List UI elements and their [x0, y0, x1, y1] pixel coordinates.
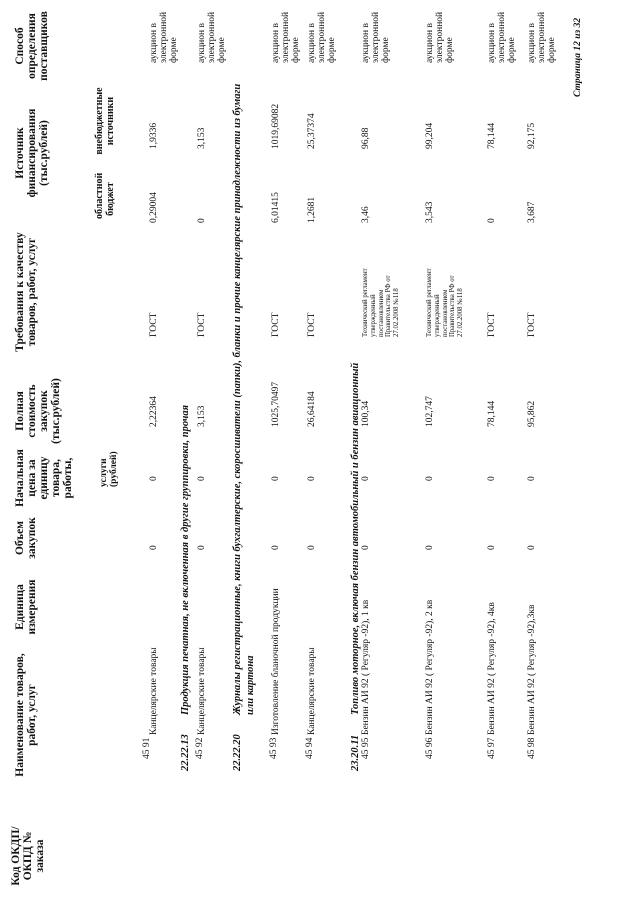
row-total: 78,144 [487, 400, 497, 427]
row-requirement: ГОСТ [271, 312, 281, 337]
row-funding-extra: 3,153 [197, 127, 207, 149]
row-total: 95,862 [527, 400, 537, 427]
page-number: Страница 12 из 32 [573, 17, 583, 97]
section-code: 22.22.20 [232, 734, 243, 771]
row-total: 26,64184 [307, 391, 317, 427]
row-name: Бензин АИ 92 ( Регуляр -92), 4кв [487, 602, 497, 735]
row-requirement: ГОСТ [197, 312, 207, 337]
row-total: 2,22364 [149, 396, 159, 427]
row-funding-extra: 92,175 [527, 122, 537, 149]
row-price: 0 [425, 476, 435, 481]
row-method: аукцион в электронной форме [271, 11, 301, 63]
row-method: аукцион в электронной форме [527, 11, 557, 63]
row-funding-regional: 1,2681 [307, 196, 317, 223]
row-requirement: ГОСТ [487, 312, 497, 337]
row-funding-regional: 6,01415 [271, 192, 281, 223]
row-funding-regional: 0,29004 [149, 192, 159, 223]
header-price-sub: услуги (рублей) [99, 451, 119, 487]
row-name: Изготовление бланочной продукции [271, 588, 281, 735]
row-name: Бензин АИ 92 ( Регуляр -92), 2 кв [425, 599, 435, 735]
row-funding-regional: 3,543 [425, 201, 435, 223]
row-volume: 0 [361, 545, 371, 550]
row-code: 45 95 [361, 737, 371, 759]
header-method: Способ определения поставщиков [14, 11, 51, 81]
header-price: Начальная цена за единицу товара, работы, [14, 449, 75, 507]
header-total: Полная стоимость закупок (тыс.рублей) [14, 378, 63, 444]
row-price: 0 [307, 476, 317, 481]
header-funding: Источник финансирования (тыс.рублей) [14, 108, 51, 198]
row-code: 45 93 [269, 737, 279, 759]
row-funding-extra: 1019,69082 [271, 103, 281, 149]
row-method: аукцион в электронной форме [197, 11, 227, 63]
row-method: аукцион в электронной форме [149, 11, 179, 63]
row-name: Канцелярские товары [307, 647, 317, 735]
header-funding-extra: внебюджетные источники [94, 87, 116, 155]
row-code: 45 94 [305, 737, 315, 759]
row-total: 1025,70497 [271, 381, 281, 427]
section-title: Топливо моторное, включая бензин автомобильный и бензин авиационный [350, 362, 361, 715]
row-price: 0 [197, 476, 207, 481]
row-volume: 0 [149, 545, 159, 550]
section-code: 23.20.11 [350, 734, 361, 771]
row-code: 45 97 [487, 737, 497, 759]
row-funding-extra: 78,144 [487, 122, 497, 149]
section-code: 22.22.13 [180, 734, 191, 771]
row-name: Бензин АИ 92 ( Регуляр -92),3кв [527, 604, 537, 735]
row-code: 45 92 [195, 737, 205, 759]
row-code: 45 96 [425, 737, 435, 759]
row-funding-extra: 1,9336 [149, 122, 159, 149]
row-volume: 0 [197, 545, 207, 550]
header-code: Код ОКДП/ ОКПД № заказа [10, 826, 47, 886]
row-price: 0 [487, 476, 497, 481]
row-volume: 0 [307, 545, 317, 550]
row-code: 45 98 [527, 737, 537, 759]
header-volume: Объем закупок [14, 517, 39, 559]
row-funding-extra: 99,204 [425, 122, 435, 149]
row-method: аукцион в электронной форме [487, 11, 517, 63]
row-price: 0 [149, 476, 159, 481]
row-funding-regional: 3,46 [361, 206, 371, 223]
header-requirements: Требования к качеству товаров, работ, услуг [14, 232, 39, 352]
row-method: аукцион в электронной форме [361, 11, 391, 63]
row-volume: 0 [271, 545, 281, 550]
row-price: 0 [361, 476, 371, 481]
row-name: Бензин АИ 92 ( Регуляр -92), 1 кв [361, 599, 371, 735]
row-method: аукцион в электронной форме [307, 11, 337, 63]
header-funding-regional: областной бюджет [94, 172, 116, 219]
row-price: 0 [527, 476, 537, 481]
row-requirement: ГОСТ [527, 312, 537, 337]
row-name: Канцелярские товары [197, 647, 207, 735]
row-requirement: ГОСТ [149, 312, 159, 337]
row-total: 3,153 [197, 405, 207, 427]
row-funding-extra: 96,88 [361, 127, 371, 149]
section-title: Журналы регистрационные, книги бухгалтерские, скоросшиватели (папки), бланки и прочие канцелярские принадлежности из бумаги или картона [232, 83, 256, 715]
row-name: Канцелярские товары [149, 647, 159, 735]
row-method: аукцион в электронной форме [425, 11, 455, 63]
row-funding-regional: 3,687 [527, 201, 537, 223]
row-funding-regional: 0 [487, 218, 497, 223]
row-total: 102,747 [425, 396, 435, 427]
row-requirement: ГОСТ [307, 312, 317, 337]
row-volume: 0 [527, 545, 537, 550]
row-code: 45 91 [142, 737, 152, 759]
row-requirement: Технический регламент утвержденный постановлением Правительства РФ от 27.02.2008 №118 [362, 268, 401, 337]
row-requirement: Технический регламент утвержденный постановлением Правительства РФ от 27.02.2008 №118 [426, 268, 465, 337]
row-funding-extra: 25,37374 [307, 113, 317, 149]
row-price: 0 [271, 476, 281, 481]
header-name: Наименование товаров, работ, услуг [14, 653, 39, 777]
row-volume: 0 [425, 545, 435, 550]
row-funding-regional: 0 [197, 218, 207, 223]
section-title: Продукция печатная, не включенная в другие группировки, прочая [180, 405, 191, 715]
header-unit: Единица измерения [14, 579, 39, 635]
row-volume: 0 [487, 545, 497, 550]
row-total: 100,34 [361, 400, 371, 427]
